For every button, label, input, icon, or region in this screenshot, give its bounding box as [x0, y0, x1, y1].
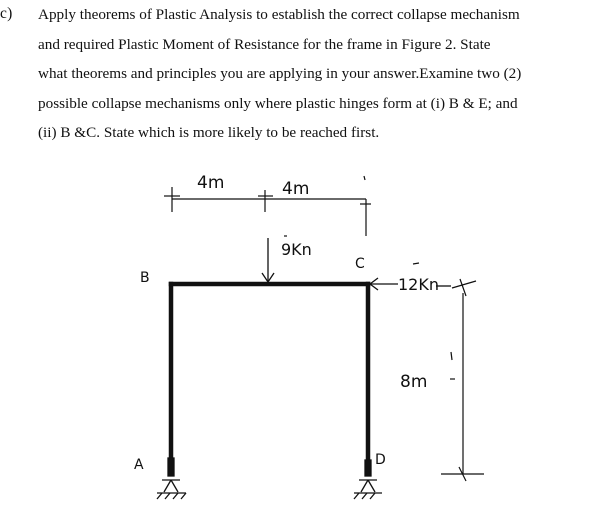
height-dimension — [441, 279, 484, 481]
height-label: 8m — [400, 372, 428, 392]
question-line-2: and required Plastic Moment of Resistance for the frame in Figure 2. State — [38, 35, 491, 53]
span-dimension — [164, 187, 371, 236]
horizontal-load-label: 12Kn — [398, 275, 439, 294]
node-d-label: D — [375, 452, 386, 468]
node-a-label: A — [134, 457, 144, 473]
vertical-load-label: 9Kn — [281, 240, 312, 259]
question-line-5: (ii) B &C. State which is more likely to be reached first. — [38, 124, 380, 141]
support-a — [157, 458, 186, 499]
vertical-load-arrow — [262, 238, 274, 282]
question-line-3: what theorems and principles you are applying in your answer.Examine two (2) — [38, 65, 522, 82]
frame-structure — [171, 284, 368, 470]
span-left-label: 4m — [197, 173, 225, 193]
question-line-1: Apply theorems of Plastic Analysis to establish the correct collapse mechanism — [38, 6, 520, 23]
question-line-4: possible collapse mechanisms only where plastic hinges form at (i) B & E; and — [38, 94, 518, 112]
node-c-label: C — [355, 256, 365, 272]
question-label: c) — [0, 5, 13, 22]
span-right-label: 4m — [282, 179, 310, 199]
node-b-label: B — [140, 270, 150, 286]
